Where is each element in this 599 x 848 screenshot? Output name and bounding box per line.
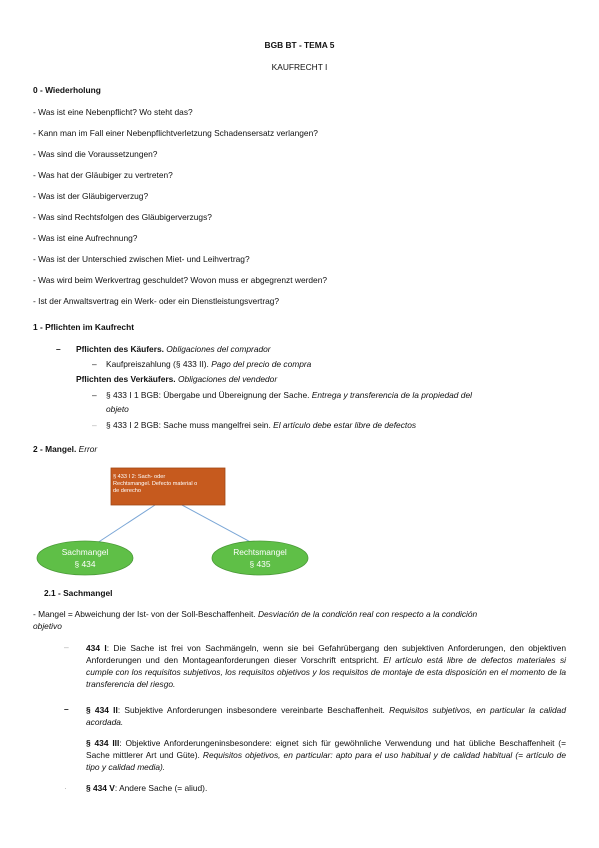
- diagram-box-line-2: Rechtsmangel. Defecto material o: [113, 481, 198, 487]
- bullet-dash: –: [64, 642, 69, 652]
- bullet-dash: –: [92, 390, 97, 400]
- question-item: - Was ist der Gläubigerverzug?: [33, 191, 149, 201]
- seller-duties: Pflichten des Verkäufers. Obligaciones del vendedor: [76, 374, 278, 384]
- question-item: - Was ist eine Aufrechnung?: [33, 233, 138, 243]
- rechtsmangel-label: Rechtsmangel: [233, 547, 287, 557]
- diagram-box-line-3: de derecho: [113, 488, 141, 494]
- question-item: - Was hat der Gläubiger zu vertreten?: [33, 170, 173, 180]
- document-subtitle: KAUFRECHT I: [271, 62, 328, 72]
- mangel-definition: - Mangel = Abweichung der Ist- von der Soll-Beschaffenheit. Desviación de la condición real con respecto a la condición objetivo: [33, 609, 478, 631]
- connector-line-left: [94, 505, 155, 545]
- diagram-box-line-1: § 433 I 2: Sach- oder: [113, 474, 166, 480]
- seller-item-2: § 433 I 2 BGB: Sache muss mangelfrei sein. El artículo debe estar libre de defectos: [106, 420, 417, 430]
- question-item: - Was ist eine Nebenpflicht? Wo steht das?: [33, 107, 193, 117]
- bullet-dash: –: [92, 420, 97, 430]
- sachmangel-label: Sachmangel: [61, 547, 109, 557]
- question-item: - Was ist der Unterschied zwischen Miet- und Leihvertrag?: [33, 254, 250, 264]
- paragraph-434-v: § 434 V: Andere Sache (= aliud).: [86, 783, 208, 793]
- bullet-dash: –: [56, 344, 61, 354]
- question-item: - Was sind die Voraussetzungen?: [33, 149, 158, 159]
- seller-item-1-continued: objeto: [106, 404, 129, 414]
- sachmangel-ref: § 434: [74, 559, 96, 569]
- seller-item-1: § 433 I 1 BGB: Übergabe und Übereignung der Sache. Entrega y transferencia de la propiedad del: [106, 390, 472, 400]
- question-item: - Ist der Anwaltsvertrag ein Werk- oder ein Dienstleistungsvertrag?: [33, 296, 280, 306]
- rechtsmangel-ref: § 435: [249, 559, 271, 569]
- question-item: - Kann man im Fall einer Nebenpflichtverletzung Schadensersatz verlangen?: [33, 128, 318, 138]
- question-item: - Was sind Rechtsfolgen des Gläubigerverzugs?: [33, 212, 212, 222]
- connector-line-right: [182, 505, 256, 545]
- buyer-duties: Pflichten des Käufers. Obligaciones del comprador: [76, 344, 271, 354]
- section-0-heading: 0 - Wiederholung: [33, 85, 101, 95]
- section-1-heading: 1 - Pflichten im Kaufrecht: [33, 322, 134, 332]
- paragraph-434-ii: § 434 II: Subjektive Anforderungen insbesondere vereinbarte Beschaffenheit. Requisitos subjetivos, en particular la calidad acordada.: [86, 705, 566, 727]
- question-item: - Was wird beim Werkvertrag geschuldet? Wovon muss er abgegrenzt werden?: [33, 275, 328, 285]
- bullet-dash: ·: [64, 783, 67, 793]
- paragraph-434-i: 434 I: Die Sache ist frei von Sachmängeln, wenn sie bei Gefahrübergang den subjektiven Anforderungen, den objektiven Anforderungen und den Montageanforderungen dieser Vorschrift entspricht. El artículo está libre de defectos materiales si cumple con los requisitos subjetivos, los requisitos objetivos y los requisitos de montaje de esta disposición en el momento de la transferencia del riesgo.: [86, 643, 566, 689]
- bullet-dash: –: [92, 359, 97, 369]
- buyer-item: Kaufpreiszahlung (§ 433 II). Pago del precio de compra: [106, 359, 312, 369]
- bullet-dash: –: [64, 704, 69, 714]
- paragraph-434-iii: § 434 III: Objektive Anforderungeninsbesondere: eignet sich für gewöhnliche Verwendung und hat übliche Beschaffenheit (= Sache mittlerer Art und Güte). Requisitos objetivos, en particular: apto para el uso habitual y de calidad habitual (= artículo de tipo y calidad media).: [86, 738, 566, 772]
- section-2-1-heading: 2.1 - Sachmangel: [44, 588, 113, 598]
- section-2-heading: 2 - Mangel. Error: [33, 444, 98, 454]
- document-title: BGB BT - TEMA 5: [264, 40, 335, 50]
